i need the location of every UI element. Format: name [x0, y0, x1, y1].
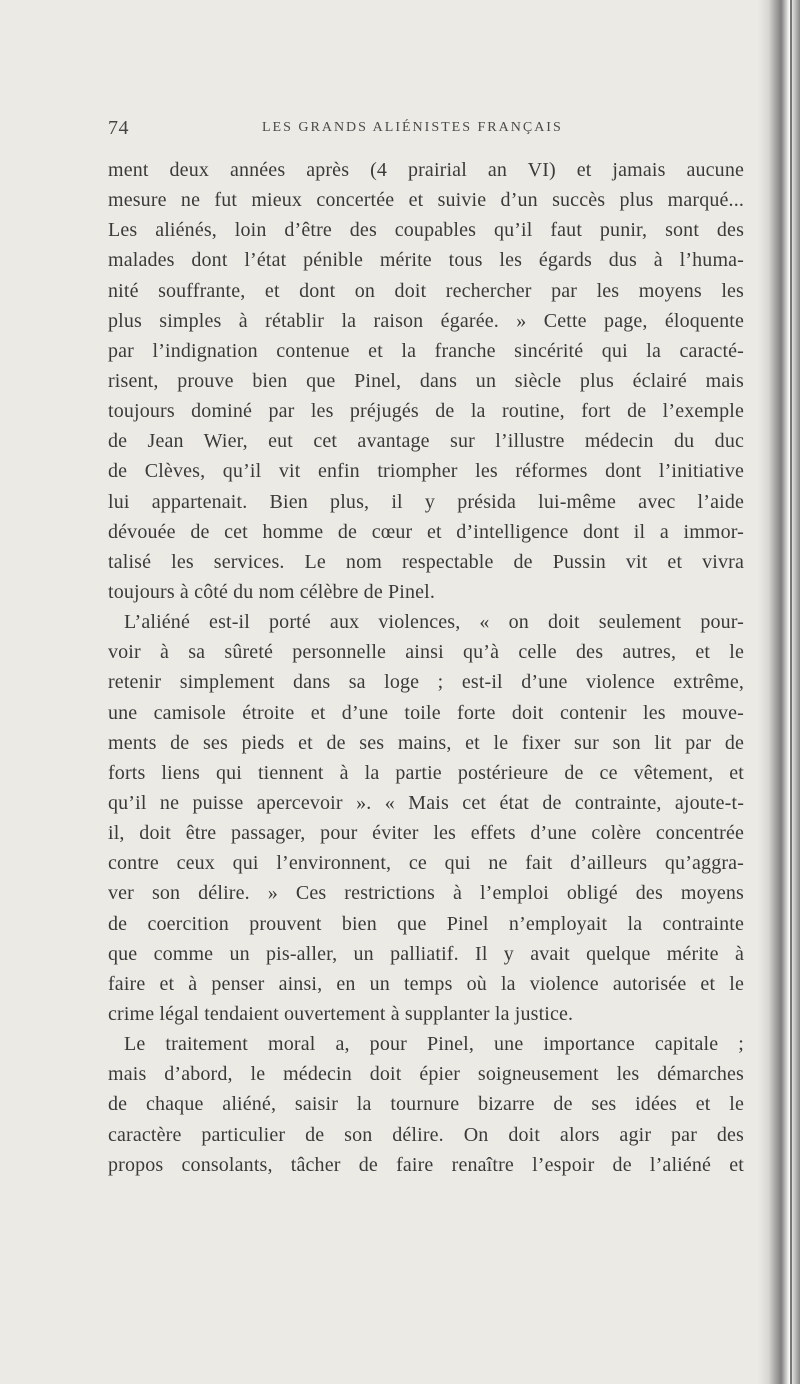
- text-line: plus simples à rétablir la raison égarée. » Cette page, éloquente: [108, 309, 744, 332]
- text-line: contre ceux qui l’environnent, ce qui ne fait d’ailleurs qu’aggra-: [108, 852, 744, 875]
- binding-edge-line: [790, 0, 792, 1384]
- page-number: 74: [108, 117, 129, 139]
- text-line: lui appartenait. Bien plus, il y présida lui-même avec l’aide: [108, 490, 744, 513]
- page-header: [108, 117, 744, 141]
- body-text: [108, 155, 744, 1180]
- text-line: de coercition prouvent bien que Pinel n’employait la contrainte: [108, 912, 744, 935]
- text-line: il, doit être passager, pour éviter les effets d’une colère concentrée: [108, 822, 744, 845]
- text-line: dévouée de cet homme de cœur et d’intelligence dont il a immor-: [108, 520, 744, 543]
- text-line: que comme un pis-aller, un palliatif. Il y avait quelque mérite à: [108, 942, 744, 965]
- text-line: qu’il ne puisse apercevoir ». « Mais cet état de contrainte, ajoute-t-: [108, 791, 744, 814]
- text-line: toujours à côté du nom célèbre de Pinel.: [108, 580, 436, 603]
- text-line: forts liens qui tiennent à la partie postérieure de ce vêtement, et: [108, 761, 744, 784]
- text-line: risent, prouve bien que Pinel, dans un siècle plus éclairé mais: [108, 369, 744, 392]
- page-edge-shadow: [758, 0, 800, 1384]
- text-line: ments de ses pieds et de ses mains, et le fixer sur son lit par de: [108, 731, 744, 754]
- text-line: faire et à penser ainsi, en un temps où la violence autorisée et le: [108, 972, 744, 995]
- text-line: crime légal tendaient ouvertement à supplanter la justice.: [108, 1002, 574, 1025]
- text-line: nité souffrante, et dont on doit rechercher par les moyens les: [108, 279, 744, 302]
- text-line: de Jean Wier, eut cet avantage sur l’illustre médecin du duc: [108, 430, 744, 453]
- text-line: malades dont l’état pénible mérite tous les égards dus à l’huma-: [108, 249, 744, 272]
- text-line: par l’indignation contenue et la franche sincérité qui la caracté-: [108, 339, 744, 362]
- text-line: ment deux années après (4 prairial an VI) et jamais aucune: [108, 159, 744, 181]
- text-line: talisé les services. Le nom respectable de Pussin vit et vivra: [108, 550, 744, 573]
- text-line: L’aliéné est-il porté aux violences, « on doit seulement pour-: [124, 611, 744, 634]
- running-head: LES GRANDS ALIÉNISTES FRANÇAIS: [262, 120, 563, 135]
- text-line: caractère particulier de son délire. On doit alors agir par des: [108, 1123, 744, 1146]
- text-line: ver son délire. » Ces restrictions à l’emploi obligé des moyens: [108, 882, 744, 905]
- text-line: mesure ne fut mieux concertée et suivie d’un succès plus marqué...: [108, 189, 744, 212]
- text-line: propos consolants, tâcher de faire renaître l’espoir de l’aliéné et: [108, 1153, 744, 1176]
- text-line: voir à sa sûreté personnelle ainsi qu’à celle des autres, et le: [108, 641, 744, 664]
- text-line: mais d’abord, le médecin doit épier soigneusement les démarches: [108, 1063, 744, 1086]
- text-line: une camisole étroite et d’une toile forte doit contenir les mouve-: [108, 701, 744, 724]
- text-line: Le traitement moral a, pour Pinel, une importance capitale ;: [124, 1033, 744, 1056]
- text-line: toujours dominé par les préjugés de la routine, fort de l’exemple: [108, 400, 744, 423]
- text-line: de Clèves, qu’il vit enfin triompher les réformes dont l’initiative: [108, 460, 744, 483]
- text-line: Les aliénés, loin d’être des coupables qu’il faut punir, sont des: [108, 219, 744, 242]
- text-line: retenir simplement dans sa loge ; est-il d’une violence extrême,: [108, 671, 744, 694]
- text-line: de chaque aliéné, saisir la tournure bizarre de ses idées et le: [108, 1093, 744, 1116]
